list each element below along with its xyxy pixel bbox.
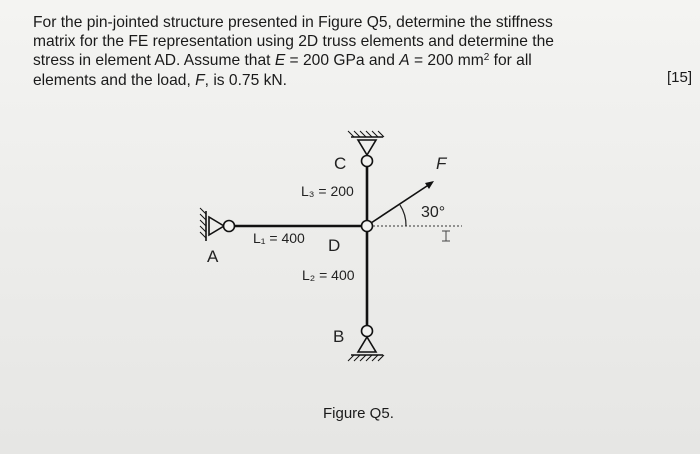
angle-label: 30°: [421, 204, 446, 221]
node-a-circle: [224, 221, 235, 232]
support-b: [348, 337, 384, 361]
node-b-circle: [362, 326, 373, 337]
cursor-marker: [442, 231, 450, 241]
marks-label: [15]: [667, 69, 693, 86]
support-c: [348, 131, 384, 155]
support-a: [200, 208, 224, 241]
length-l1-label: L₁ = 400: [253, 230, 305, 246]
text-span: = 200 mm: [409, 52, 484, 70]
symbol-f: F: [195, 71, 205, 89]
node-b-label: B: [333, 327, 345, 346]
text-span: = 200 GPa and: [285, 52, 400, 70]
question-line-2: matrix for the FE representation using 2D truss elements and determine the: [33, 33, 554, 51]
text-span: for all: [489, 52, 532, 70]
length-l2-label: L₂ = 400: [302, 267, 355, 283]
text-span: stress in element AD. Assume that: [33, 52, 275, 70]
symbol-a: A: [399, 52, 410, 70]
length-l3-label: L₃ = 200: [301, 183, 354, 199]
force-label: F: [436, 154, 447, 173]
node-c-circle: [362, 156, 373, 167]
question-line-1: For the pin-jointed structure presented in Figure Q5, determine the stiffness: [33, 14, 553, 31]
node-d-label: D: [328, 236, 341, 255]
node-c-label: C: [334, 154, 347, 173]
force-arrowhead: [425, 181, 434, 189]
node-d-circle: [362, 221, 373, 232]
angle-arc: [400, 205, 406, 226]
figure-caption: Figure Q5.: [323, 405, 394, 422]
text-span: , is 0.75 kN.: [204, 71, 287, 89]
text-span: elements and the load,: [33, 71, 196, 89]
symbol-e: E: [274, 52, 286, 70]
superscript: 2: [483, 52, 490, 64]
node-a-label: A: [207, 247, 219, 266]
